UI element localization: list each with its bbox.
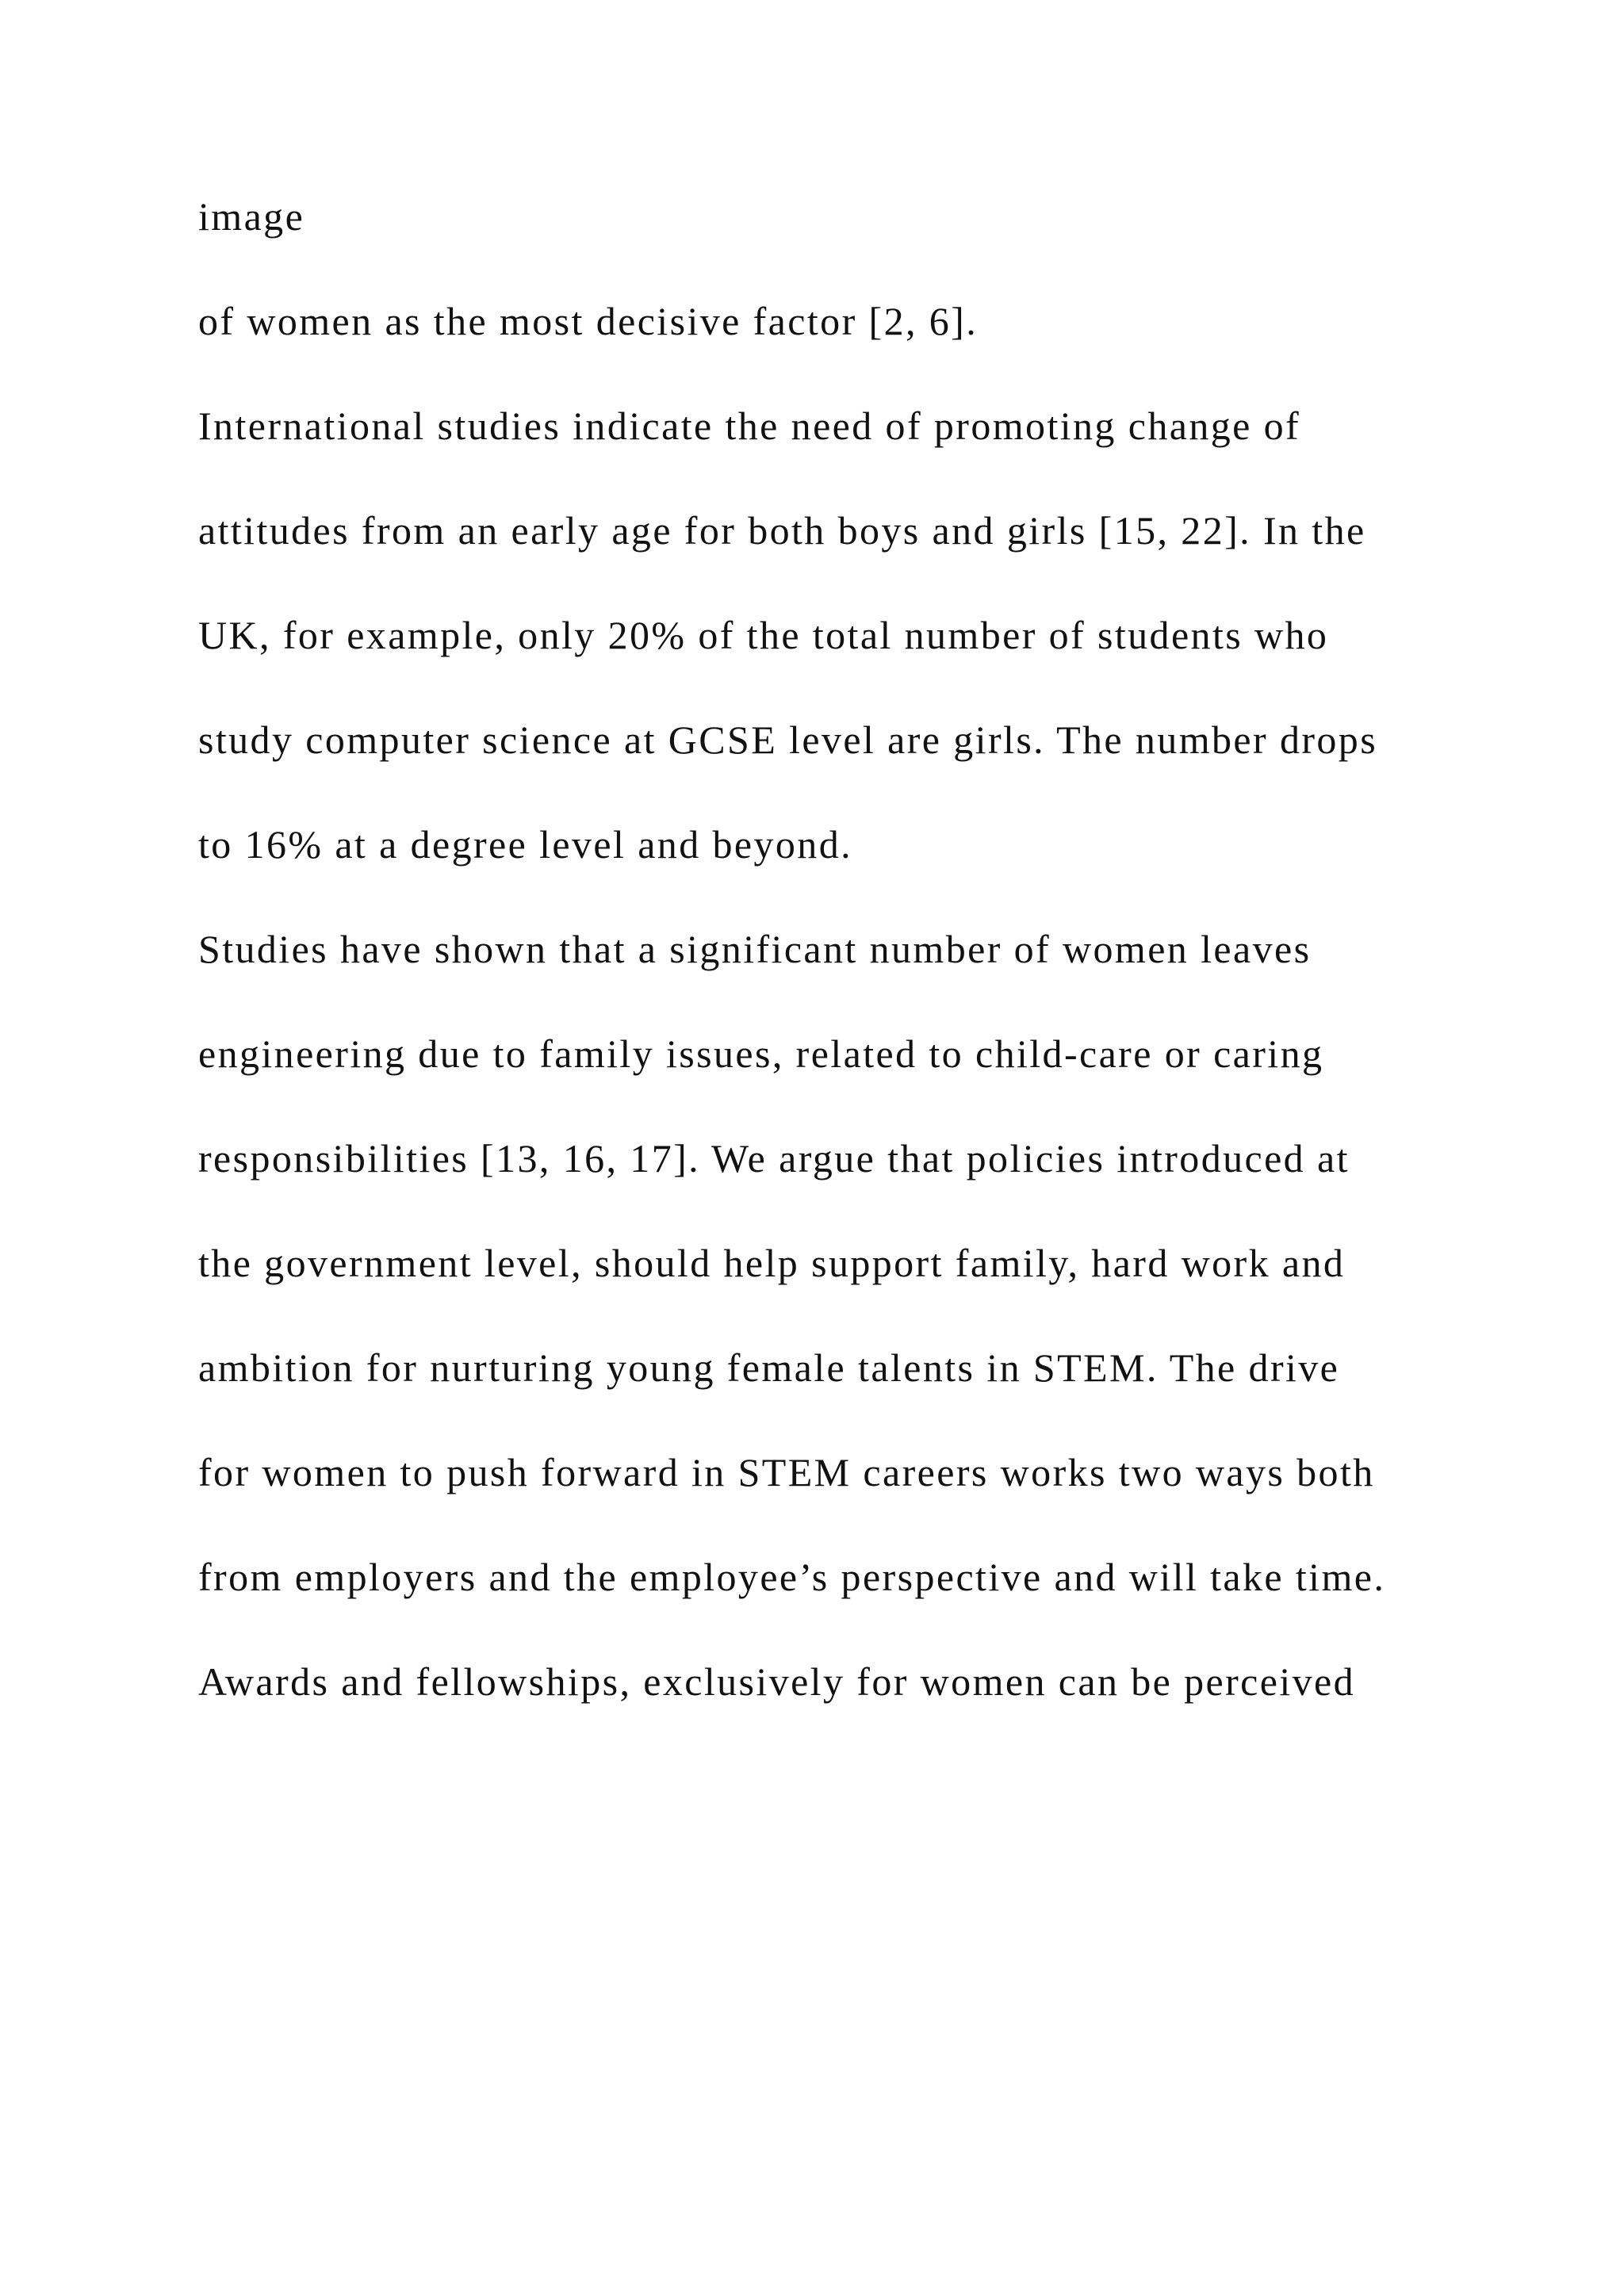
text-line-6: study computer science at GCSE level are girls. The number drops — [198, 718, 1378, 762]
text-line-5: UK, for example, only 20% of the total number of students who — [198, 613, 1329, 657]
text-line-3: International studies indicate the need of promoting change of — [198, 404, 1301, 448]
text-line-15: Awards and fellowships, exclusively for women can be perceived — [198, 1659, 1356, 1704]
text-line-7: to 16% at a degree level and beyond. — [198, 822, 852, 867]
text-line-11: the government level, should help support family, hard work and — [198, 1241, 1346, 1285]
text-line-13: for women to push forward in STEM careers works two ways both — [198, 1450, 1375, 1494]
text-line-10: responsibilities [13, 16, 17]. We argue that policies introduced at — [198, 1136, 1350, 1181]
document-body — [198, 190, 1451, 1760]
text-line-9: engineering due to family issues, related to child-care or caring — [198, 1031, 1324, 1076]
text-line-1: image — [198, 194, 305, 239]
text-line-14: from employers and the employee’s perspective and will take time. — [198, 1555, 1386, 1599]
text-line-4: attitudes from an early age for both boys and girls [15, 22]. In the — [198, 508, 1366, 553]
text-line-8: Studies have shown that a significant number of women leaves — [198, 927, 1312, 971]
text-line-2: of women as the most decisive factor [2, 6]. — [198, 299, 979, 343]
text-line-12: ambition for nurturing young female talents in STEM. The drive — [198, 1345, 1340, 1390]
